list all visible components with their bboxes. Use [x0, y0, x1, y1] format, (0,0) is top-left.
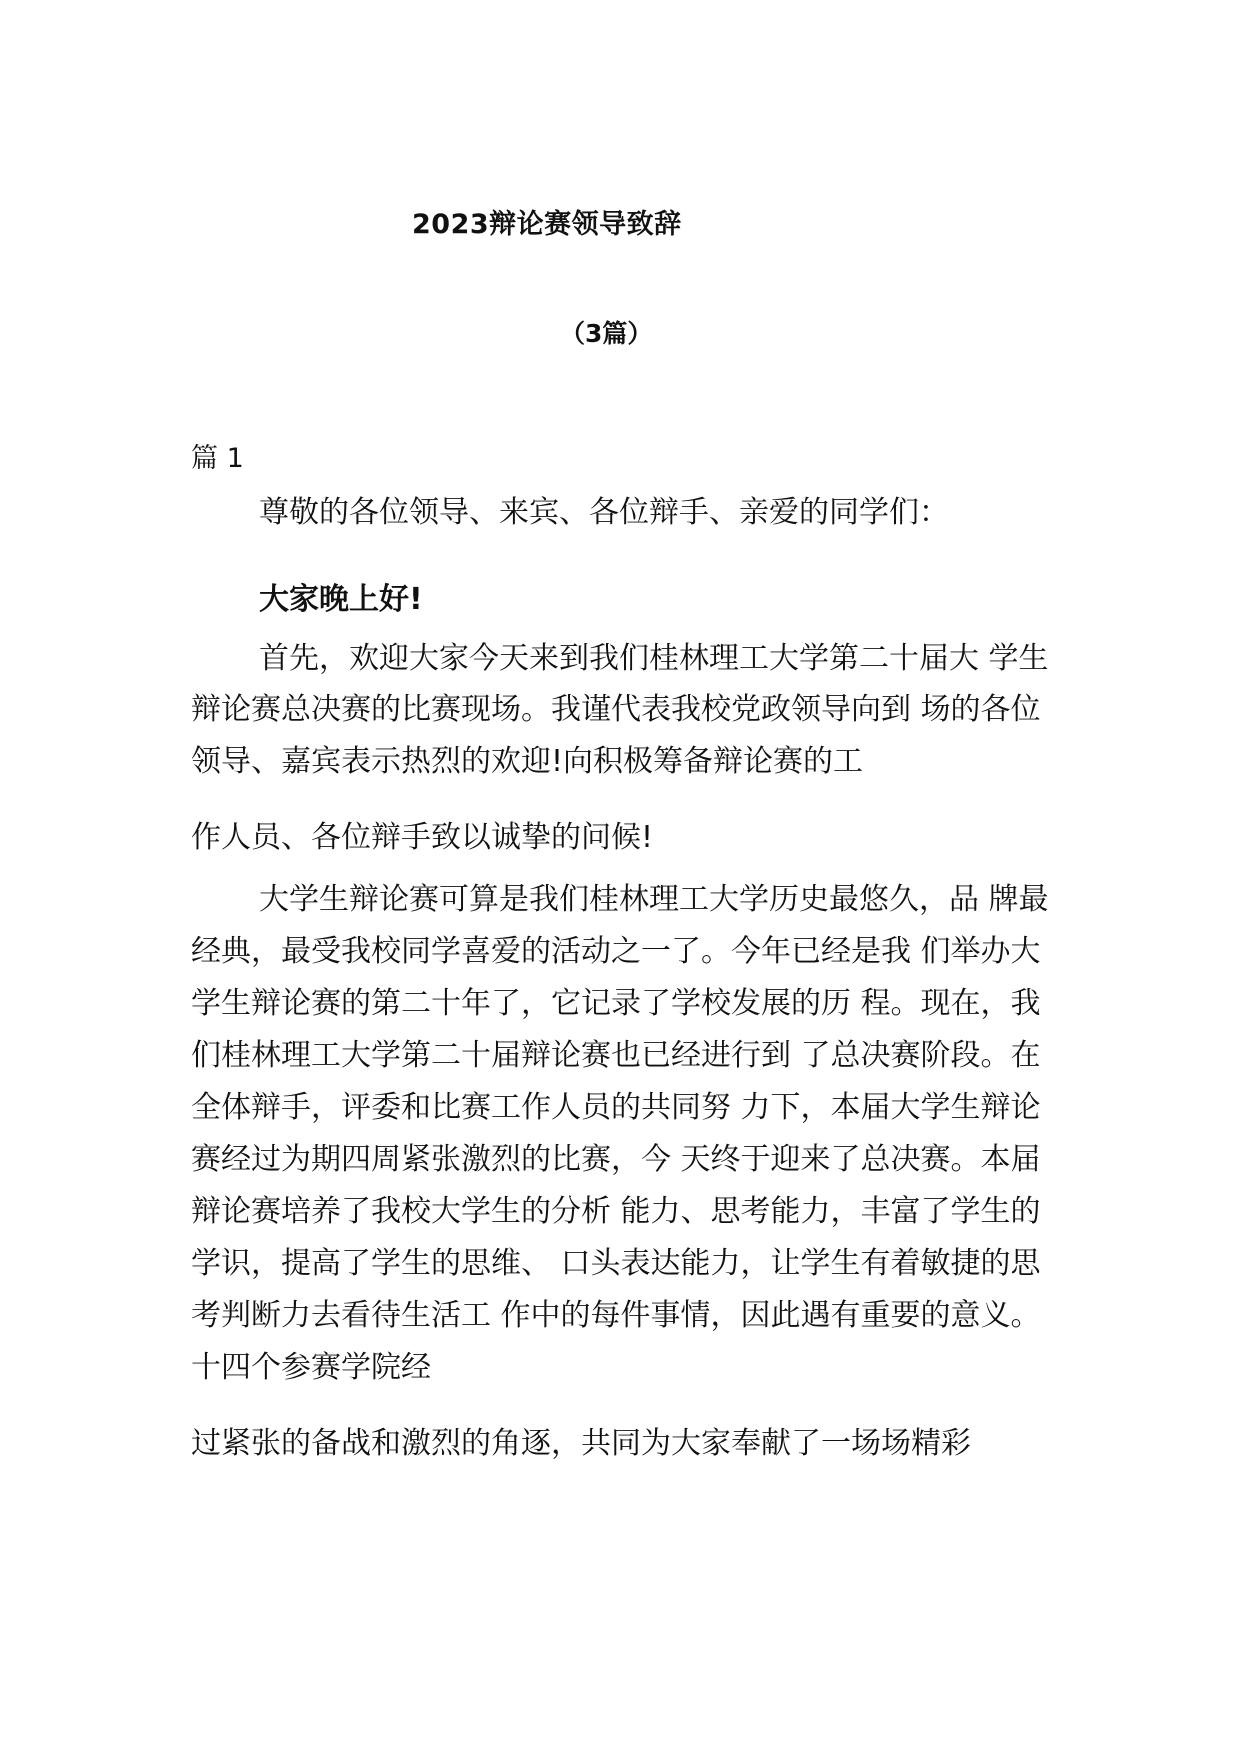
- paragraph-line: 全体辩手，评委和比赛工作人员的共同努 力下，本届大学生辩论: [191, 1090, 1041, 1125]
- paragraph-line: 作人员、各位辩手致以诚挚的问候!: [191, 820, 654, 855]
- paragraph-line: 经典，最受我校同学喜爱的活动之一了。今年已经是我 们举办大: [191, 934, 1041, 969]
- greeting-line: 尊敬的各位领导、来宾、各位辩手、亲爱的同学们：: [259, 495, 949, 530]
- paragraph-line: 过紧张的备战和激烈的角逐，共同为大家奉献了一场场精彩: [191, 1426, 971, 1461]
- paragraph-line: 领导、嘉宾表示热烈的欢迎!向积极筹备辩论赛的工: [191, 744, 864, 779]
- paragraph-line: 辩论赛培养了我校大学生的分析 能力、思考能力，丰富了学生的: [191, 1194, 1041, 1229]
- paragraph-line: 辩论赛总决赛的比赛现场。我谨代表我校党政领导向到 场的各位: [191, 692, 1041, 727]
- document-title: 2023辩论赛领导致辞: [412, 209, 682, 240]
- section-label: 篇 1: [191, 443, 244, 474]
- paragraph-line: 首先，欢迎大家今天来到我们桂林理工大学第二十届大 学生: [259, 641, 1049, 676]
- document-subtitle: （3篇）: [560, 319, 653, 348]
- paragraph-line: 赛经过为期四周紧张激烈的比赛，今 天终于迎来了总决赛。本届: [191, 1142, 1041, 1177]
- paragraph-line: 学识，提高了学生的思维、 口头表达能力，让学生有着敏捷的思: [191, 1246, 1041, 1281]
- paragraph-line: 们桂林理工大学第二十届辩论赛也已经进行到 了总决赛阶段。在: [191, 1038, 1041, 1073]
- greeting-evening: 大家晚上好!: [259, 582, 423, 617]
- paragraph-line: 学生辩论赛的第二十年了，它记录了学校发展的历 程。现在，我: [191, 986, 1041, 1021]
- paragraph-line: 考判断力去看待生活工 作中的每件事情，因此遇有重要的意义。: [191, 1298, 1041, 1333]
- paragraph-line: 大学生辩论赛可算是我们桂林理工大学历史最悠久，品 牌最: [259, 882, 1049, 917]
- paragraph-line: 十四个参赛学院经: [191, 1350, 431, 1385]
